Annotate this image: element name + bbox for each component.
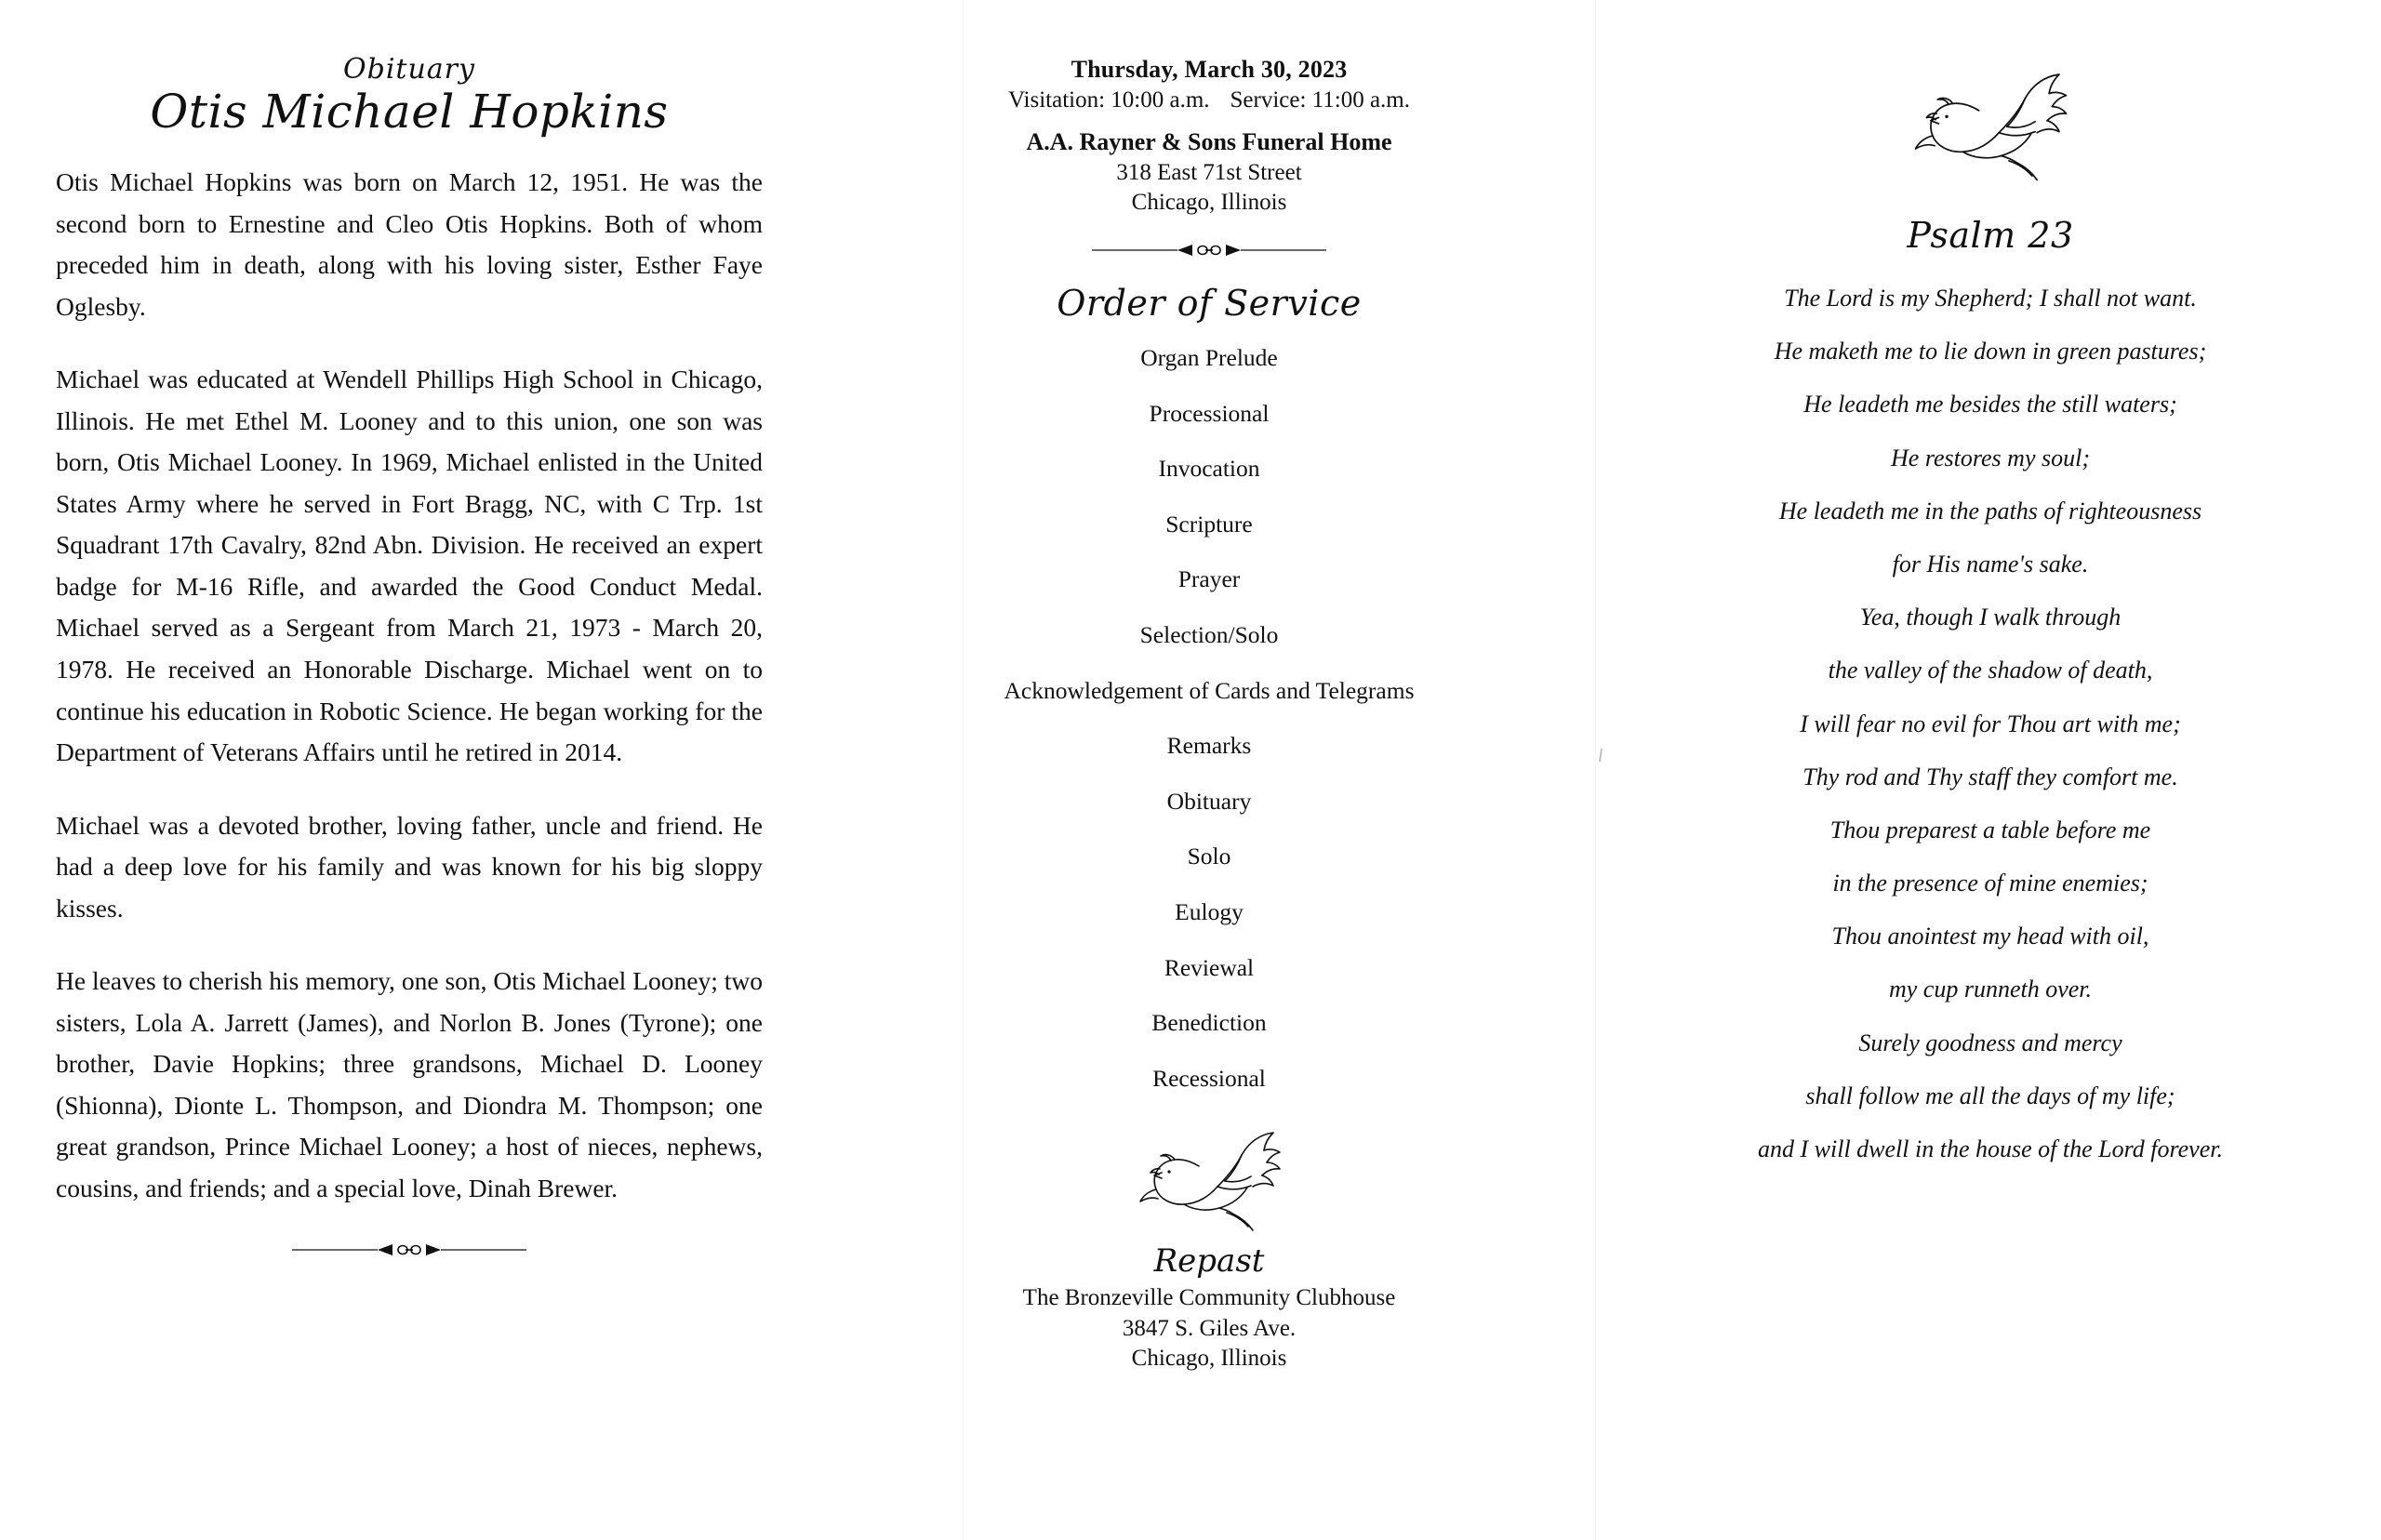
ornament-divider-icon (56, 1234, 763, 1266)
psalm-line: He restores my soul; (1891, 444, 2090, 471)
repast-address-line1: 3847 S. Giles Ave. (1122, 1315, 1297, 1341)
psalm-line: Thy rod and Thy staff they comfort me. (1802, 763, 2178, 790)
psalm-line: I will fear no evil for Thou art with me; (1800, 710, 2181, 737)
psalm-title: Psalm 23 (1907, 215, 2074, 256)
obituary-column (0, 0, 818, 1540)
psalm-line: Thou anointest my head with oil, (1831, 923, 2149, 950)
order-item: Benediction (1151, 1009, 1267, 1037)
funeral-home-name: A.A. Rayner & Sons Funeral Home (1026, 128, 1392, 155)
order-item: Selection/Solo (1139, 620, 1279, 648)
visitation-time: Visitation: 10:00 a.m. (1007, 87, 1210, 113)
psalm-line: Surely goodness and mercy (1858, 1029, 2122, 1056)
psalm-line: He leadeth me besides the still waters; (1803, 391, 2177, 418)
repast-address-line2: Chicago, Illinois (1131, 1346, 1287, 1372)
order-item: Organ Prelude (1140, 344, 1278, 371)
order-item: Scripture (1165, 510, 1253, 538)
dove-icon (856, 1121, 1563, 1237)
order-item: Prayer (1177, 565, 1241, 593)
psalm-column (1600, 0, 2381, 1540)
service-time: Service: 11:00 a.m. (1230, 87, 1411, 113)
repast-title: Repast (1153, 1242, 1265, 1281)
psalm-line: He maketh me to lie down in green pastures; (1774, 338, 2207, 365)
funeral-home-address-line2: Chicago, Illinois (1131, 190, 1287, 215)
psalm-line: the valley of the shadow of death, (1828, 657, 2153, 684)
deceased-name: Otis Michael Hopkins (150, 85, 669, 139)
obituary-paragraph: Otis Michael Hopkins was born on March 12, 1951. He was the second born to Ernestine and Cleo Otis Hopkins. Both of whom preceded him in death, along with his loving sister, Esther Faye Oglesby. (56, 167, 763, 321)
psalm-line: The Lord is my Shepherd; I shall not want. (1784, 285, 2197, 312)
order-item: Invocation (1158, 455, 1260, 483)
service-times (856, 87, 1563, 113)
psalm-line: Thou preparest a table before me (1829, 816, 2151, 843)
service-date: Thursday, March 30, 2023 (1071, 56, 1348, 83)
repast-venue: The Bronzeville Community Clubhouse (1022, 1285, 1396, 1311)
psalm-line: Yea, though I walk through (1859, 604, 2122, 631)
psalm-line: He leadeth me in the paths of righteousness (1778, 497, 2202, 524)
obituary-paragraph: He leaves to cherish his memory, one son, Otis Michael Looney; two sisters, Lola A. Jarrett (James), and Norlon B. Jones (Tyrone); one brother, Davie Hopkins; three grandsons, Michael D. Looney (Shionna), Dionte L. Thompson, and Diondra M. Thompson; one great grandson, Prince Michael Looney; a host of nieces, nephews, cousins, and friends; and a special love, Dinah Brewer. (56, 966, 763, 1203)
order-item: Acknowledgement of Cards and Telegrams (1004, 676, 1415, 704)
order-item: Reviewal (1164, 953, 1255, 981)
obituary-paragraph: Michael was a devoted brother, loving father, uncle and friend. He had a deep love for his family and was known for his big sloppy kisses. (56, 810, 763, 923)
ornament-divider-icon (856, 234, 1563, 266)
order-item: Eulogy (1175, 897, 1244, 925)
funeral-home-address-line1: 318 East 71st Street (1116, 160, 1302, 185)
order-item: Recessional (1152, 1064, 1266, 1092)
order-of-service-title: Order of Service (1057, 283, 1362, 324)
psalm-line: in the presence of mine enemies; (1832, 870, 2148, 897)
order-item: Remarks (1166, 732, 1252, 760)
obituary-kicker: Obituary (343, 53, 475, 86)
obituary-paragraph: Michael was educated at Wendell Phillips High School in Chicago, Illinois. He met Ethel M. Looney and to this union, one son was born, Otis Michael Looney. In 1969, Michael enlisted in the United States Army where he served in Fort Bragg, NC, with C Trp. 1st Squadrant 17th Cavalry, 82nd Abn. Division. He received an expert badge for M-16 Rifle, and awarded the Good Conduct Medal. Michael served as a Sergeant from March 21, 1973 - March 20, 1978. He received an Honorable Discharge. Michael went on to continue his education in Robotic Science. He began working for the Department of Veterans Affairs until he retired in 2014. (56, 365, 763, 767)
psalm-line: for His name's sake. (1892, 550, 2089, 578)
psalm-line: and I will dwell in the house of the Lord forever. (1758, 1135, 2223, 1162)
dove-icon (1637, 61, 2344, 187)
psalm-line: my cup runneth over. (1888, 976, 2093, 1003)
psalm-line: shall follow me all the days of my life; (1805, 1082, 2175, 1109)
order-item: Obituary (1166, 787, 1252, 815)
order-item: Solo (1187, 843, 1231, 870)
order-item: Processional (1149, 399, 1270, 427)
order-of-service-column (818, 0, 1600, 1540)
